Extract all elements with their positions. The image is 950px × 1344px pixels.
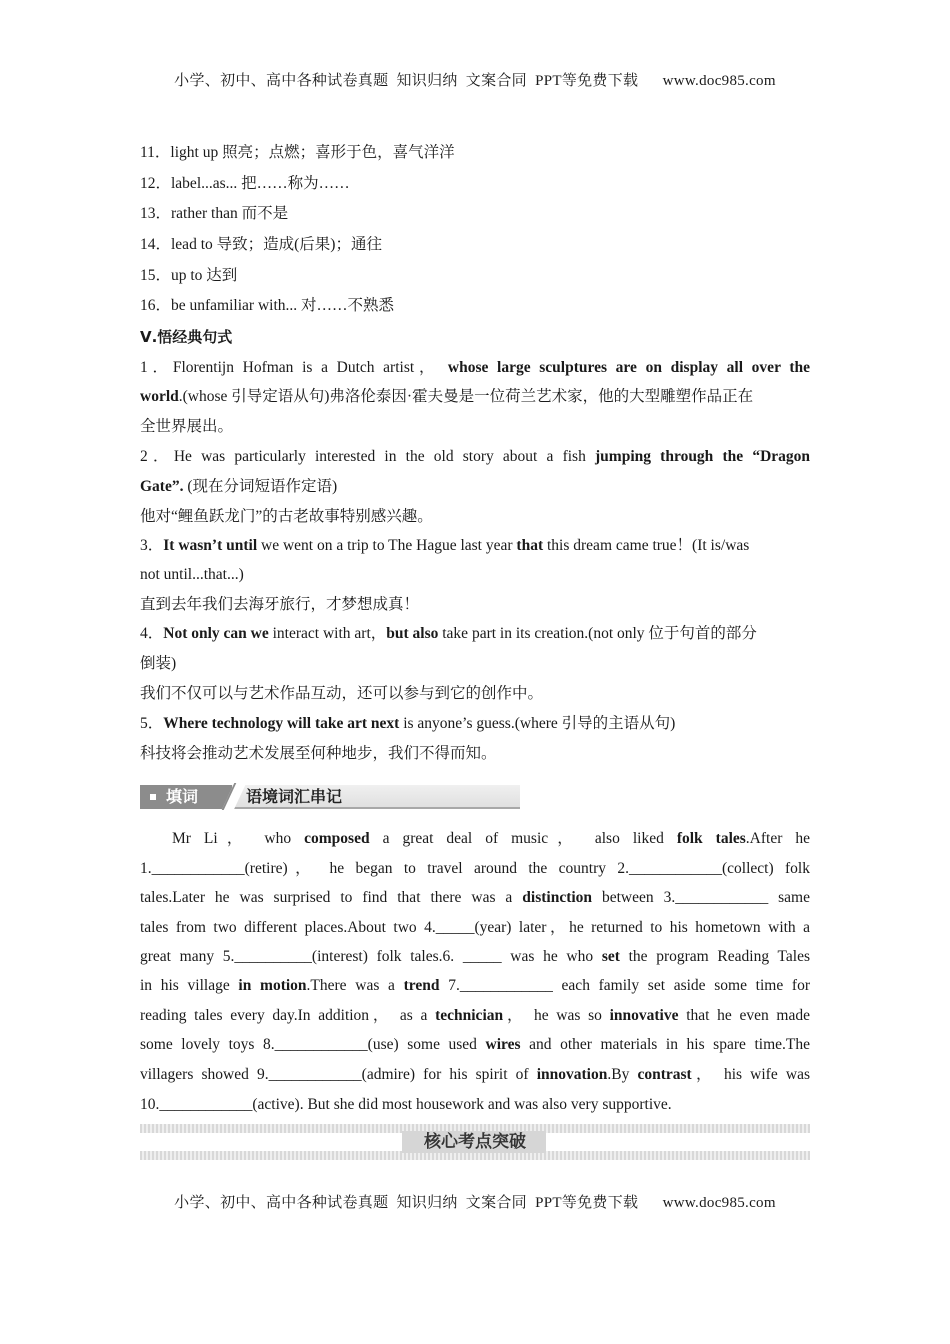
sentence-4-line-1: 4．Not only can we interact with art，but also take part in its creation.(not only 位于句首的部分 <box>140 625 757 642</box>
banner-title: 语境词汇串记 <box>246 787 343 806</box>
passage-line-8: some lovely toys 8.____________(use) some used wires and other materials in his spare time.The <box>140 1036 810 1053</box>
sentence-5-line-1: 5．Where technology will take art next is anyone’s guess.(where 引导的主语从句) <box>140 715 676 732</box>
passage-line-4: tales from two different places.About two 4._____(year) later，he returned to his hometown with a <box>140 919 810 936</box>
passage-line-6: in his village in motion.There was a trend 7.____________ each family set aside some time for <box>140 977 810 994</box>
page-footer: 小学、初中、高中各种试卷真题 知识归纳 文案合同 PPT等免费下载 www.doc985.com <box>174 1195 776 1211</box>
sentence-4-translation: 我们不仅可以与艺术作品互动，还可以参与到它的创作中。 <box>140 685 544 702</box>
core-section-banner <box>140 1124 810 1160</box>
sentence-1-line-1: 1．Florentijn Hofman is a Dutch artist， whose large sculptures are on display all over the <box>140 359 810 376</box>
phrase-item: 11．light up 照亮；点燃；喜形于色，喜气洋洋 <box>140 144 455 161</box>
section-title: Ⅴ.悟经典句式 <box>140 328 233 346</box>
sentence-3-translation: 直到去年我们去海牙旅行，才梦想成真！ <box>140 596 420 613</box>
sentence-4-line-2: 倒装) <box>140 655 177 672</box>
passage-line-10: 10.____________(active). But she did most housework and was also very supportive. <box>140 1096 672 1113</box>
phrase-item: 15．up to 达到 <box>140 267 238 284</box>
square-bullet-icon <box>150 794 156 800</box>
core-section-title: 核心考点突破 <box>424 1132 526 1152</box>
phrase-item: 13．rather than 而不是 <box>140 205 289 222</box>
sentence-1-line-3: 全世界展出。 <box>140 418 234 435</box>
sentence-2-translation: 他对“鲤鱼跃龙门”的古老故事特别感兴趣。 <box>140 508 433 525</box>
passage-line-1: Mr Li， who composed a great deal of music， also liked folk tales.After he <box>172 830 810 847</box>
passage-line-7: reading tales every day.In addition， as a technician， he was so innovative that he even made <box>140 1007 810 1024</box>
passage-line-5: great many 5.__________(interest) folk tales.6. _____ was he who set the program Reading Tales <box>140 948 810 965</box>
sentence-2-line-1: 2．He was particularly interested in the old story about a fish jumping through the “Dragon <box>140 448 811 465</box>
fill-words-banner <box>140 782 520 810</box>
sentence-2-line-2: Gate”. (现在分词短语作定语) <box>140 478 338 495</box>
phrase-item: 12．label...as... 把……称为…… <box>140 175 350 192</box>
passage-line-9: villagers showed 9.____________(admire) for his spirit of innovation.By contrast， his wife was <box>140 1066 810 1083</box>
sentence-3-line-2: not until...that...) <box>140 566 244 583</box>
sentence-3-line-1: 3．It wasn’t until we went on a trip to The Hague last year that this dream came true！(It is/was <box>140 537 750 554</box>
sentence-1-line-2: world.(whose 引导定语从句)弗洛伦泰因·霍夫曼是一位荷兰艺术家，他的大型雕塑作品正在 <box>140 388 754 405</box>
phrase-item: 16．be unfamiliar with... 对……不熟悉 <box>140 297 394 314</box>
passage-line-2: 1.____________(retire)， he began to travel around the country 2.____________(collect) folk <box>140 860 810 877</box>
passage-line-3: tales.Later he was surprised to find that there was a distinction between 3.____________ same <box>140 889 810 906</box>
sentence-5-translation: 科技将会推动艺术发展至何种地步，我们不得而知。 <box>140 745 497 762</box>
phrase-item: 14．lead to 导致；造成(后果)；通往 <box>140 236 382 253</box>
banner-tag: 填词 <box>140 785 232 809</box>
page-header: 小学、初中、高中各种试卷真题 知识归纳 文案合同 PPT等免费下载 www.doc985.com <box>174 73 776 89</box>
